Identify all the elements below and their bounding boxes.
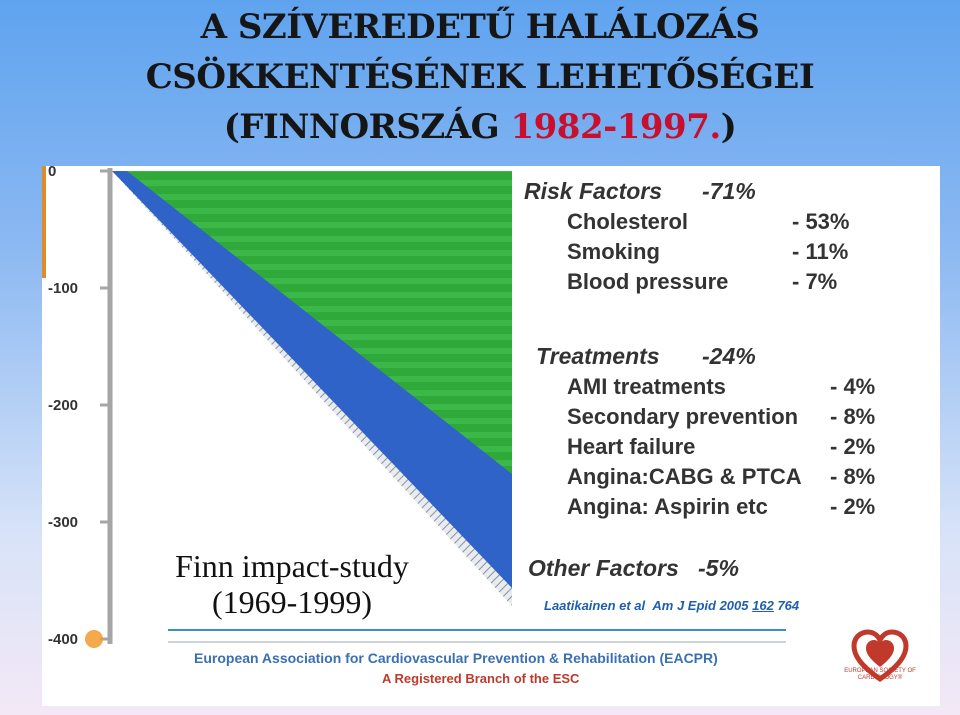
treatments-value: -24% [702, 343, 756, 369]
title-line-2: CSÖKKENTÉSÉNEK LEHETŐSÉGEI [145, 57, 815, 97]
secondary-prevention-label: Secondary prevention [567, 404, 799, 429]
smoking-value: - 11% [792, 239, 849, 264]
title-line-3 [0, 102, 960, 152]
finn-study-line-1: Finn impact-study [175, 548, 409, 584]
title-year-range: 1982-1997. [510, 107, 721, 147]
angina-cabg-label: Angina:CABG & PTCA [567, 464, 802, 489]
other-factors-value: -5% [698, 555, 739, 581]
citation-pages: 764 [777, 598, 800, 613]
cholesterol-value: - 53% [792, 209, 850, 234]
risk-factors-label: Risk Factors [524, 178, 663, 204]
angina-cabg-value: - 8% [830, 464, 876, 489]
other-factors-label: Other Factors [528, 555, 679, 581]
angina-aspirin-label: Angina: Aspirin etc [567, 494, 768, 519]
citation-volume: 162 [752, 598, 774, 613]
title-line-1: A SZÍVEREDETŰ HALÁLOZÁS [200, 7, 760, 47]
y-tick-label-200: -200 [48, 397, 79, 414]
citation [544, 598, 799, 613]
y-tick-label-400: -400 [48, 631, 79, 648]
citation-authors: Laatikainen et al [544, 598, 646, 613]
treatments-label: Treatments [536, 343, 660, 369]
y-tick-label-300: -300 [48, 514, 79, 531]
esc-logo-text: EUROPEAN SOCIETY OF CARDIOLOGY® [844, 668, 916, 681]
y-tick-label-0: 0 [48, 166, 57, 180]
angina-aspirin-value: - 2% [830, 494, 876, 519]
title-line-3-suffix: ) [720, 107, 737, 147]
slide-title [0, 2, 960, 152]
title-line-3-prefix: (FINNORSZÁG [223, 107, 511, 147]
chart-panel [42, 166, 940, 706]
cholesterol-label: Cholesterol [567, 209, 689, 234]
smoking-label: Smoking [567, 239, 660, 264]
heart-failure-label: Heart failure [567, 434, 696, 459]
ami-treatments-value: - 4% [830, 374, 876, 399]
heart-failure-value: - 2% [830, 434, 876, 459]
citation-journal: Am J Epid 2005 [652, 598, 749, 613]
blood-pressure-label: Blood pressure [567, 269, 729, 294]
eacpr-footer: European Association for Cardiovascular Prevention & Rehabilitation (EACPR) [194, 650, 718, 666]
esc-branch-footer: A Registered Branch of the ESC [382, 671, 580, 686]
secondary-prevention-value: - 8% [830, 404, 876, 429]
finn-study-annotation [142, 548, 442, 620]
blood-pressure-value: - 7% [792, 269, 838, 294]
ami-treatments-label: AMI treatments [567, 374, 726, 399]
y-tick-label-100: -100 [48, 280, 79, 297]
risk-factors-value: -71% [702, 178, 756, 204]
finn-study-line-2: (1969-1999) [212, 584, 372, 620]
